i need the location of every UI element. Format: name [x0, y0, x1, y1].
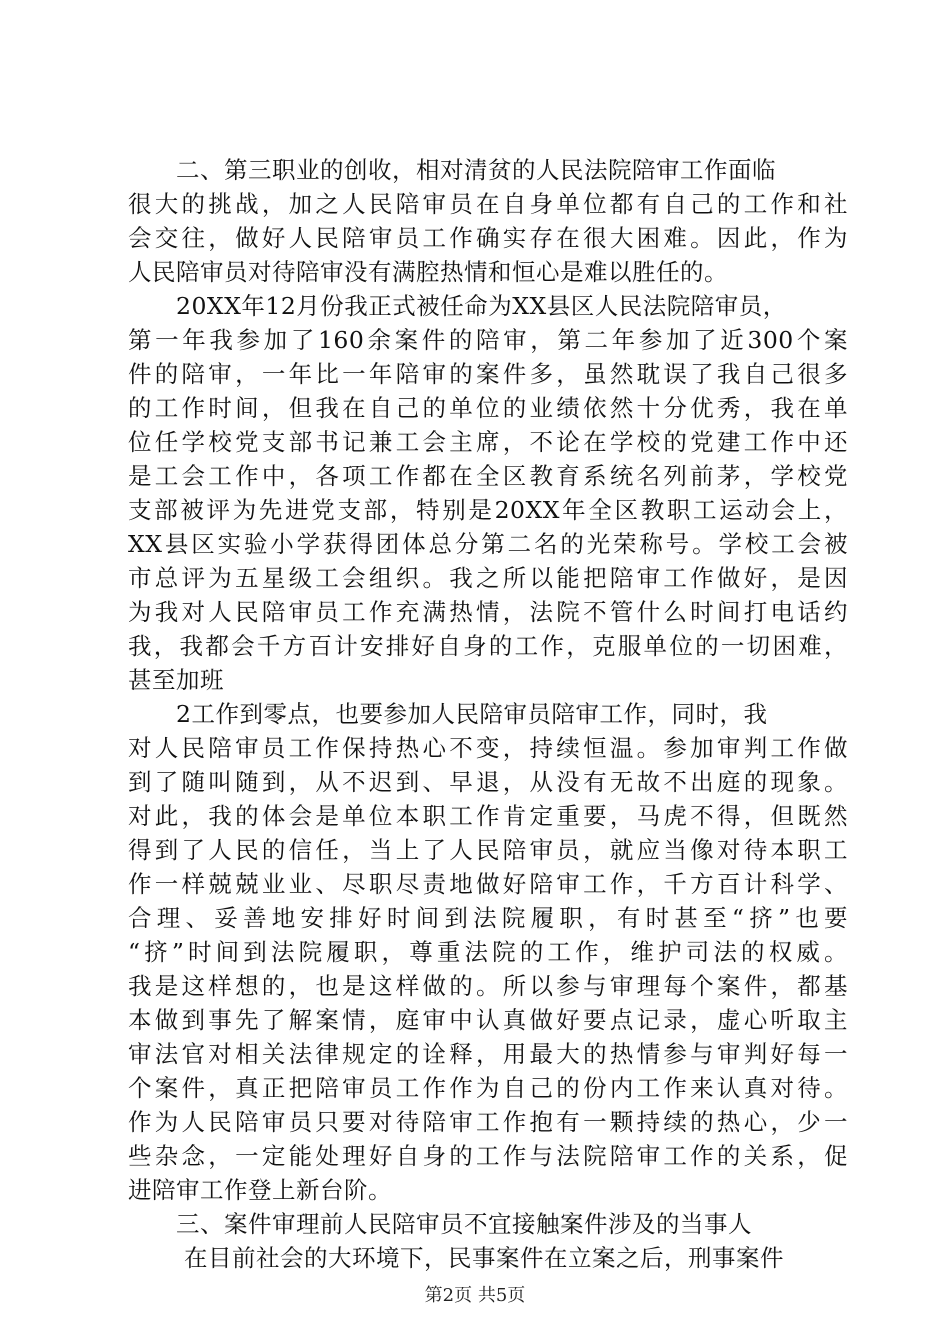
paragraph-line: 第一年我参加了160余案件的陪审，第二年参加了近300个案: [128, 326, 848, 354]
paragraph-line: 二、第三职业的创收，相对清贫的人民法院陪审工作面临: [176, 156, 776, 184]
section-heading: 三、案件审理前人民陪审员不宜接触案件涉及的当事人: [176, 1210, 752, 1238]
paragraph-line: 位任学校党支部书记兼工会主席，不论在学校的党建工作中还: [128, 428, 848, 456]
paragraph-line: 的工作时间，但我在自己的单位的业绩依然十分优秀，我在单: [128, 394, 848, 422]
paragraph-line: 我，我都会千方百计安排好自身的工作，克服单位的一切困难，: [128, 632, 848, 660]
paragraph-line: 市总评为五星级工会组织。我之所以能把陪审工作做好，是因: [128, 564, 848, 592]
paragraph-line: 20XX年12月份我正式被任命为XX县区人民法院陪审员，: [176, 292, 787, 320]
paragraph-line: 在目前社会的大环境下，民事案件在立案之后，刑事案件: [184, 1244, 784, 1272]
paragraph-line: 本做到事先了解案情，庭审中认真做好要点记录，虚心听取主: [128, 1006, 848, 1034]
document-body: [128, 153, 848, 1275]
page-footer: 第2页 共5页: [424, 1285, 526, 1306]
paragraph-line: 支部被评为先进党支部，特别是20XX年全区教职工运动会上，: [128, 496, 848, 524]
paragraph-line: 人民陪审员对待陪审没有满腔热情和恒心是难以胜任的。: [128, 258, 728, 286]
paragraph-line: 些杂念，一定能处理好自身的工作与法院陪审工作的关系，促: [128, 1142, 848, 1170]
paragraph-line: 审法官对相关法律规定的诠释，用最大的热情参与审判好每一: [128, 1040, 848, 1068]
paragraph-line: 对此，我的体会是单位本职工作肯定重要，马虎不得，但既然: [128, 802, 848, 830]
paragraph-line: 件的陪审，一年比一年陪审的案件多，虽然耽误了我自己很多: [128, 360, 848, 388]
paragraph-line: 对人民陪审员工作保持热心不变，持续恒温。参加审判工作做: [128, 734, 848, 762]
paragraph-line: 到了随叫随到，从不迟到、早退，从没有无故不出庭的现象。: [128, 768, 848, 796]
paragraph-line: 作一样兢兢业业、尽职尽责地做好陪审工作，千方百计科学、: [128, 870, 848, 898]
paragraph-line: 进陪审工作登上新台阶。: [128, 1176, 392, 1204]
paragraph-line: 合理、妥善地安排好时间到法院履职，有时甚至“挤”也要: [128, 904, 848, 932]
paragraph-line: 得到了人民的信任，当上了人民陪审员，就应当像对待本职工: [128, 836, 848, 864]
paragraph-line: 我是这样想的，也是这样做的。所以参与审理每个案件，都基: [128, 972, 848, 1000]
paragraph-line: 为我对人民陪审员工作充满热情，法院不管什么时间打电话约: [128, 598, 848, 626]
paragraph-line: “挤”时间到法院履职，尊重法院的工作，维护司法的权威。: [128, 938, 848, 966]
paragraph-line: 会交往，做好人民陪审员工作确实存在很大困难。因此，作为: [128, 224, 848, 252]
paragraph-line: 作为人民陪审员只要对待陪审工作抱有一颗持续的热心，少一: [128, 1108, 848, 1136]
paragraph-line: 甚至加班: [128, 666, 224, 694]
paragraph-line: 个案件，真正把陪审员工作作为自己的份内工作来认真对待。: [128, 1074, 848, 1102]
paragraph-line: XX县区实验小学获得团体总分第二名的光荣称号。学校工会被: [128, 530, 848, 558]
paragraph-line: 2工作到零点，也要参加人民陪审员陪审工作，同时，我: [176, 700, 768, 728]
paragraph-line: 是工会工作中，各项工作都在全区教育系统名列前茅，学校党: [128, 462, 848, 490]
paragraph-line: 很大的挑战，加之人民陪审员在自身单位都有自己的工作和社: [128, 190, 848, 218]
